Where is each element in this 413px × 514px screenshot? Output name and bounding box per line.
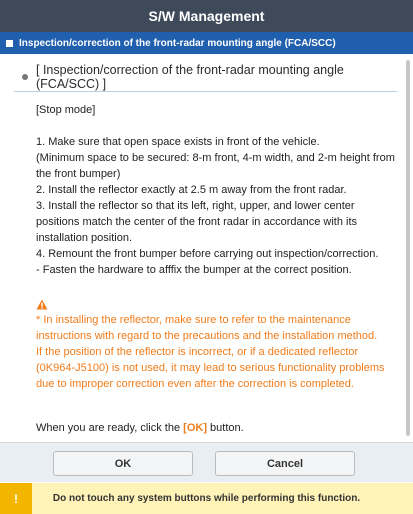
ready-prefix: When you are ready, click the <box>36 422 184 434</box>
ready-suffix: button. <box>206 422 244 434</box>
warning-line: * In installing the reflector, make sure to refer to the maintenance instructions with regard to the precautions and the installation method. <box>36 314 378 342</box>
square-bullet-icon <box>6 40 13 47</box>
steps-list <box>36 134 396 278</box>
warning-icon <box>36 299 48 310</box>
section-heading-text: [ Inspection/correction of the front-radar mounting angle (FCA/SCC) ] <box>36 62 344 91</box>
content-panel <box>14 58 397 440</box>
step-line: (Minimum space to be secured: 8-m front, 4-m width, and 2-m height from the front bumper) <box>36 152 395 180</box>
step-line: 4. Remount the front bumper before carrying out inspection/correction. <box>36 248 379 260</box>
mode-label: [Stop mode] <box>36 104 96 116</box>
section-heading <box>14 62 397 92</box>
sub-header <box>0 32 413 54</box>
warning-line: If the position of the reflector is incorrect, or if a dedicated reflector (0K964-J5100) is not used, it may lead to serious functionality problems due to improper correction even after the correction is completed. <box>36 346 385 390</box>
exclamation-icon: ! <box>0 483 32 514</box>
footer-notice <box>0 483 413 514</box>
step-line: - Fasten the hardware to afffix the bumper at the correct position. <box>36 264 352 276</box>
instructions <box>36 102 396 278</box>
bullet-icon <box>22 74 28 80</box>
warning-text <box>36 312 397 392</box>
cancel-button[interactable]: Cancel <box>215 451 355 476</box>
ready-ok-word: [OK] <box>183 422 207 434</box>
step-line: 3. Install the reflector so that its left, right, upper, and lower center positions match the center of the front radar in accordance with its installation position. <box>36 200 357 244</box>
step-line: 1. Make sure that open space exists in front of the vehicle. <box>36 136 320 148</box>
ok-button[interactable]: OK <box>53 451 193 476</box>
footer-notice-text: Do not touch any system buttons while performing this function. <box>52 493 361 504</box>
sub-header-label: Inspection/correction of the front-radar mounting angle (FCA/SCC) <box>19 37 336 49</box>
ready-instruction <box>36 420 396 436</box>
vertical-scrollbar[interactable] <box>406 60 410 436</box>
window-title-text: S/W Management <box>148 8 265 24</box>
step-line: 2. Install the reflector exactly at 2.5 m away from the front radar. <box>36 184 347 196</box>
window-title <box>0 0 413 32</box>
button-bar <box>0 442 413 482</box>
